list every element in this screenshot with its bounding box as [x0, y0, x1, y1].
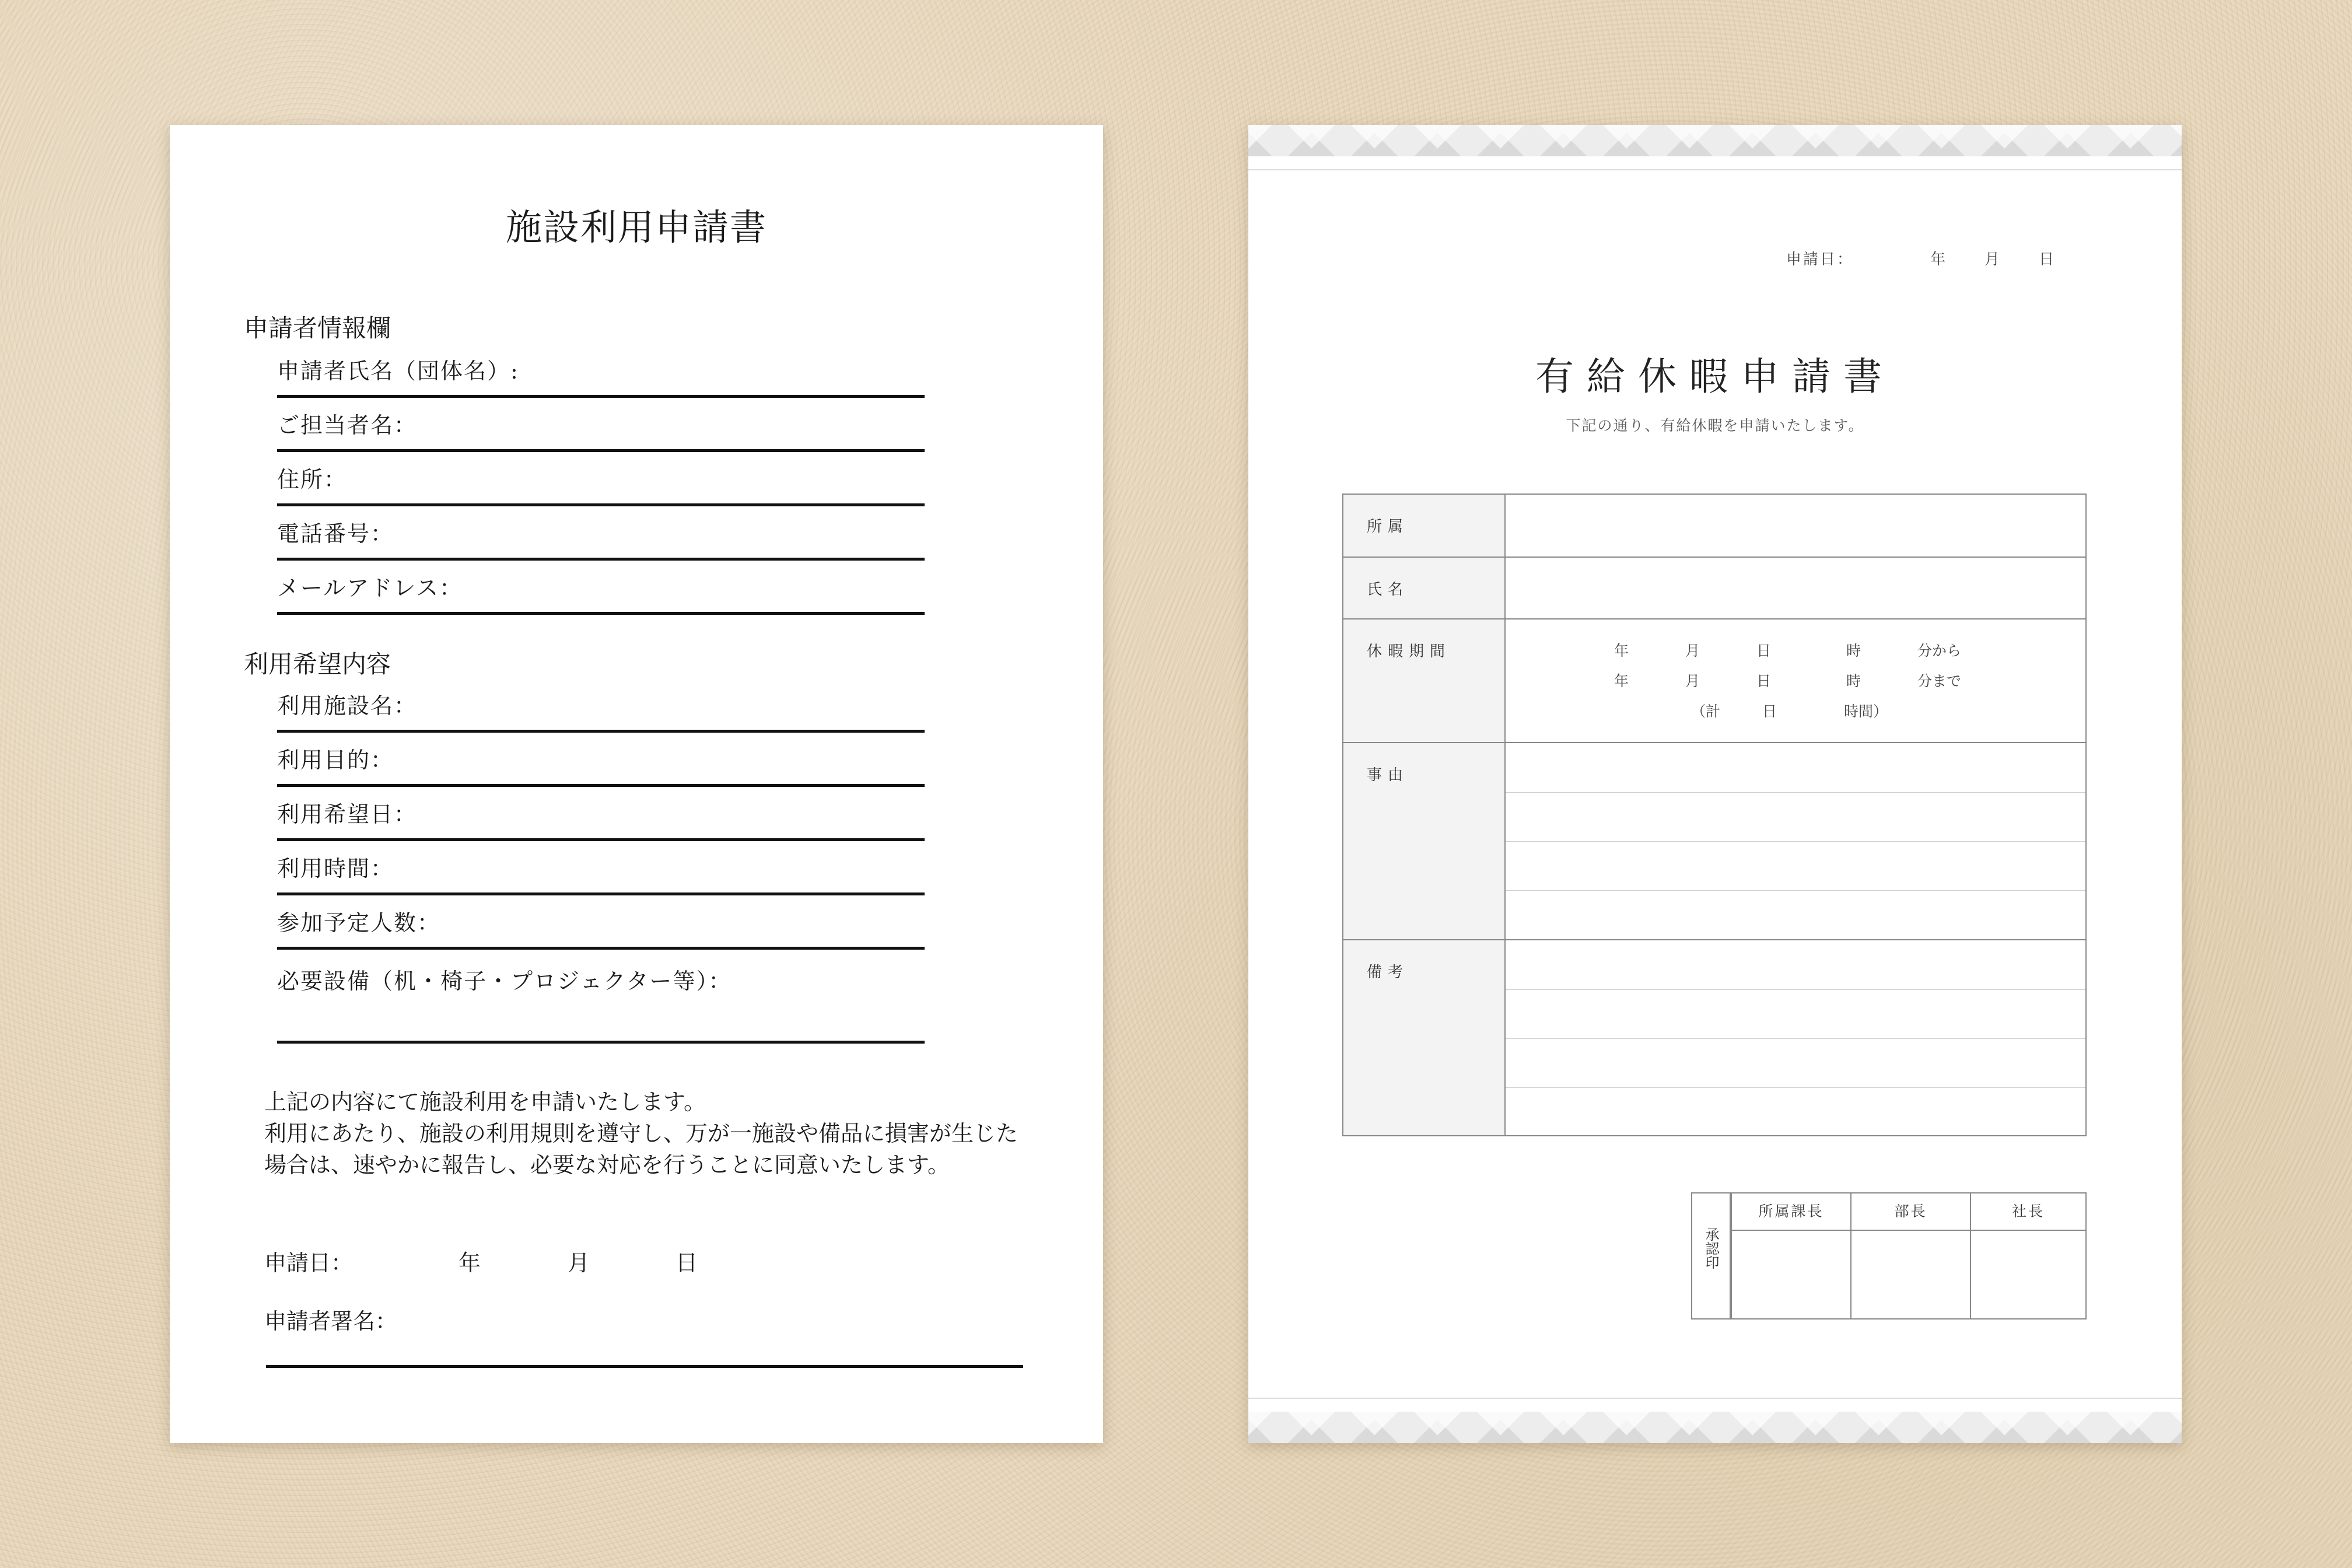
period-row[interactable]	[1343, 618, 2085, 742]
remarks-input-cell[interactable]	[1506, 940, 2085, 1135]
date-label: 申請日：	[1786, 251, 1854, 268]
writing-line	[1506, 890, 2085, 891]
top-decorative-band	[1248, 125, 2182, 156]
address-field[interactable]	[277, 453, 925, 506]
phone-field[interactable]	[277, 507, 925, 561]
day-label: 日	[1756, 673, 1772, 690]
period-start-line	[1506, 639, 2085, 660]
approver-title: 社長	[1971, 1194, 2085, 1231]
year-label: 年	[1930, 251, 1948, 268]
field-underline	[277, 730, 925, 733]
remarks-row[interactable]	[1343, 939, 2085, 1135]
form-title: 有給休暇申請書	[1535, 354, 1895, 399]
facility-name-field[interactable]	[277, 679, 925, 733]
field-label: 参加予定人数：	[277, 910, 441, 936]
field-underline	[277, 838, 925, 841]
field-label: 必要設備（机・椅子・プロジェクター等）：	[277, 968, 732, 994]
writing-line	[1506, 792, 2085, 793]
form-subtitle: 下記の通り、有給休暇を申請いたします。	[1566, 417, 1864, 434]
application-date-row[interactable]	[1786, 247, 2090, 271]
writing-line	[1506, 989, 2085, 990]
month-label: 月	[568, 1250, 590, 1276]
month-label: 月	[1685, 673, 1700, 690]
row-header-label: 氏名	[1367, 581, 1409, 598]
total-open-label: （計	[1691, 703, 1721, 720]
approver-title: 部長	[1852, 1194, 1970, 1231]
approver-column-president[interactable]	[1970, 1194, 2085, 1318]
equipment-field[interactable]	[277, 950, 925, 1044]
day-label: 日	[1756, 642, 1772, 659]
date-label: 申請日：	[264, 1250, 354, 1276]
row-header-label: 備考	[1367, 964, 1409, 981]
field-underline	[277, 449, 925, 452]
usage-time-field[interactable]	[277, 842, 925, 895]
field-underline	[277, 503, 925, 506]
statement-line: 上記の内容にて施設利用を申請いたします。	[264, 1089, 706, 1115]
field-label: 申請者氏名（団体名）:	[277, 358, 519, 384]
field-underline	[277, 892, 925, 895]
facility-application-form	[170, 125, 1103, 1443]
bottom-divider	[1248, 1398, 2182, 1399]
hour-label: 時	[1846, 642, 1861, 659]
approval-label-text: 承認印	[1703, 1227, 1719, 1269]
name-row[interactable]	[1343, 556, 2085, 618]
writing-line	[1506, 841, 2085, 842]
field-label: 住所：	[277, 467, 348, 492]
approver-title: 所属課長	[1732, 1194, 1850, 1231]
field-underline	[277, 558, 925, 561]
section-applicant-heading: 申請者情報欄	[244, 314, 391, 342]
row-header-label: 休暇期間	[1367, 643, 1451, 660]
field-underline	[277, 947, 925, 950]
month-label: 月	[1985, 251, 2002, 268]
total-hours-label: 時間）	[1844, 703, 1888, 720]
top-divider	[1248, 169, 2182, 170]
leave-details-table	[1342, 494, 2087, 1136]
agreement-statement	[264, 1086, 1034, 1181]
row-header-label: 事由	[1367, 766, 1409, 784]
desired-date-field[interactable]	[277, 788, 925, 841]
row-header	[1343, 743, 1506, 939]
hour-label: 時	[1846, 673, 1861, 690]
reason-row[interactable]	[1343, 742, 2085, 939]
statement-line: 場合は、速やかに報告し、必要な対応を行うことに同意いたします。	[264, 1152, 950, 1178]
application-date-row[interactable]	[264, 1245, 906, 1274]
writing-line	[1506, 1038, 2085, 1039]
statement-line: 利用にあたり、施設の利用規則を遵守し、万が一施設や備品に損害が生じた	[264, 1121, 1019, 1146]
email-field[interactable]	[277, 561, 925, 615]
month-label: 月	[1685, 642, 1700, 659]
field-label: 電話番号：	[277, 521, 394, 547]
applicant-name-field[interactable]	[277, 344, 925, 398]
purpose-field[interactable]	[277, 733, 925, 787]
year-label: 年	[459, 1250, 481, 1276]
field-label: ご担当者名：	[277, 412, 418, 438]
year-label: 年	[1614, 673, 1629, 690]
field-label: 利用目的：	[277, 747, 394, 773]
row-header	[1343, 558, 1506, 618]
writing-line	[1506, 1087, 2085, 1088]
reason-input-cell[interactable]	[1506, 743, 2085, 939]
approval-label-cell	[1692, 1194, 1731, 1318]
field-label: 利用希望日：	[277, 802, 418, 827]
day-label: 日	[2039, 251, 2056, 268]
approval-stamp-table	[1691, 1192, 2087, 1320]
field-label: 利用施設名：	[277, 693, 418, 719]
field-underline	[277, 784, 925, 787]
form-title: 施設利用申請書	[505, 206, 767, 249]
field-label: メールアドレス：	[277, 575, 463, 601]
contact-person-field[interactable]	[277, 398, 925, 452]
name-input-cell[interactable]	[1506, 558, 2085, 618]
signature-line[interactable]	[266, 1365, 1023, 1368]
row-header	[1343, 620, 1506, 742]
field-underline	[277, 395, 925, 398]
field-label: 利用時間：	[277, 856, 394, 881]
total-days-label: 日	[1762, 703, 1777, 720]
row-header	[1343, 495, 1506, 556]
attendees-field[interactable]	[277, 896, 925, 950]
section-usage-heading: 利用希望内容	[244, 650, 391, 678]
period-total-line	[1506, 700, 2085, 721]
minute-from-label: 分から	[1917, 642, 1962, 659]
signature-label: 申請者署名：	[264, 1308, 398, 1334]
approver-column-department-head[interactable]	[1850, 1194, 1970, 1318]
bottom-decorative-band	[1248, 1412, 2182, 1443]
period-input-cell[interactable]	[1506, 620, 2085, 742]
row-header	[1343, 940, 1506, 1135]
day-label: 日	[676, 1250, 698, 1276]
year-label: 年	[1614, 642, 1629, 659]
field-underline	[277, 1041, 925, 1044]
paid-leave-application-form	[1248, 125, 2182, 1443]
minute-to-label: 分まで	[1917, 673, 1962, 690]
department-input-cell[interactable]	[1506, 495, 2085, 556]
row-header-label: 所属	[1367, 518, 1409, 536]
field-underline	[277, 612, 925, 615]
approver-column-section-manager[interactable]	[1731, 1194, 1850, 1318]
department-row[interactable]	[1343, 495, 2085, 556]
approval-label	[1692, 1227, 1730, 1269]
period-end-line	[1506, 670, 2085, 691]
